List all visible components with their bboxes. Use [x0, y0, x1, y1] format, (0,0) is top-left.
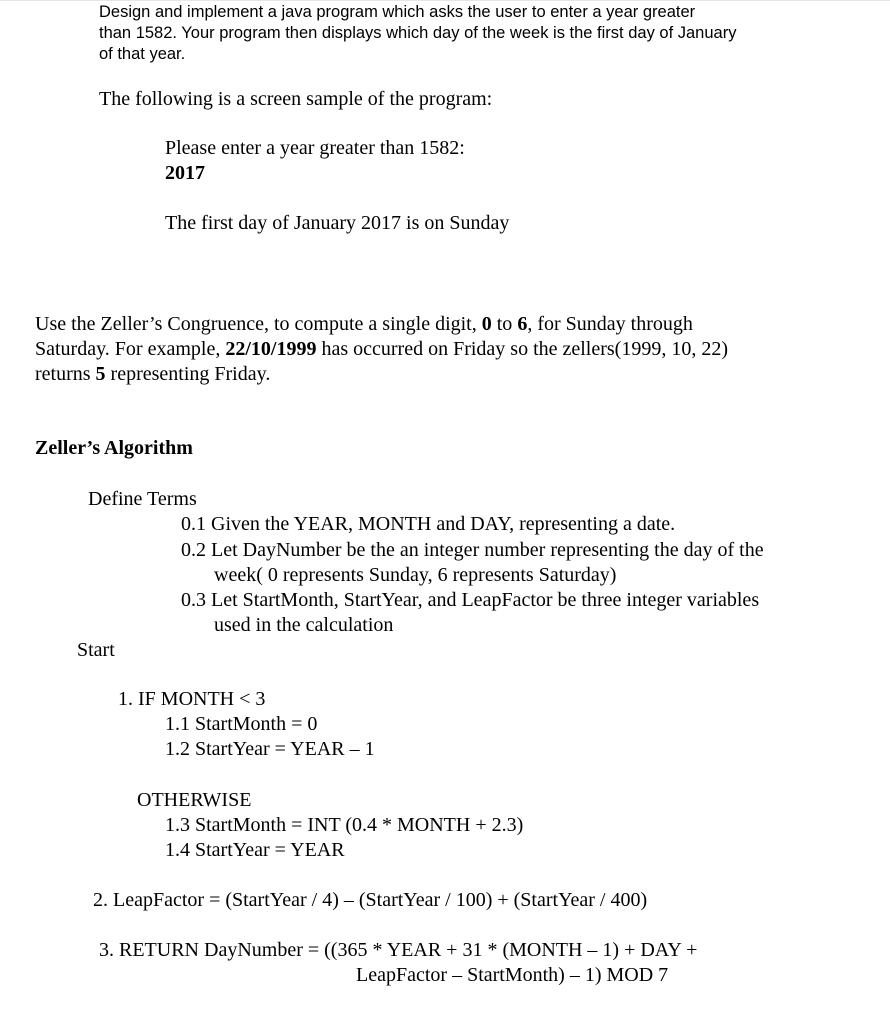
- step-1: 1. IF MONTH < 3: [118, 688, 266, 710]
- step-3-continued: LeapFactor – StartMonth) – 1) MOD 7: [356, 964, 669, 986]
- define-terms-heading: Define Terms: [88, 488, 197, 510]
- sample-prompt: Please enter a year greater than 1582:: [165, 137, 465, 159]
- zeller-paragraph-line-1: Use the Zeller’s Congruence, to compute a single digit, 0 to 6, for Sunday through: [35, 313, 693, 335]
- intro-line-3: of that year.: [99, 45, 186, 63]
- sample-heading: The following is a screen sample of the program:: [99, 88, 493, 110]
- otherwise-label: OTHERWISE: [137, 789, 252, 811]
- step-3: 3. RETURN DayNumber = ((365 * YEAR + 31 * (MONTH – 1) + DAY +: [99, 939, 698, 961]
- algorithm-title: Zeller’s Algorithm: [35, 437, 193, 459]
- zeller-paragraph-line-3: returns 5 representing Friday.: [35, 363, 271, 385]
- sample-input: 2017: [165, 162, 205, 184]
- intro-line-1: Design and implement a java program which asks the user to enter a year greater: [99, 3, 696, 21]
- step-1-2: 1.2 StartYear = YEAR – 1: [165, 738, 375, 760]
- term-0-3-continued: used in the calculation: [214, 614, 394, 636]
- step-1-4: 1.4 StartYear = YEAR: [165, 839, 345, 861]
- zeller-paragraph-line-2: Saturday. For example, 22/10/1999 has occurred on Friday so the zellers(1999, 10, 22): [35, 338, 729, 360]
- sample-output: The first day of January 2017 is on Sunday: [165, 212, 510, 234]
- step-1-1: 1.1 StartMonth = 0: [165, 713, 318, 735]
- term-0-1: 0.1 Given the YEAR, MONTH and DAY, representing a date.: [181, 513, 676, 535]
- term-0-2-continued: week( 0 represents Sunday, 6 represents Saturday): [214, 564, 617, 586]
- start-label: Start: [77, 639, 115, 661]
- term-0-2: 0.2 Let DayNumber be the an integer number representing the day of the: [181, 539, 764, 561]
- intro-line-2: than 1582. Your program then displays which day of the week is the first day of January: [99, 24, 737, 42]
- step-1-3: 1.3 StartMonth = INT (0.4 * MONTH + 2.3): [165, 814, 524, 836]
- term-0-3: 0.3 Let StartMonth, StartYear, and LeapFactor be three integer variables: [181, 589, 760, 611]
- step-2: 2. LeapFactor = (StartYear / 4) – (StartYear / 100) + (StartYear / 400): [93, 889, 648, 911]
